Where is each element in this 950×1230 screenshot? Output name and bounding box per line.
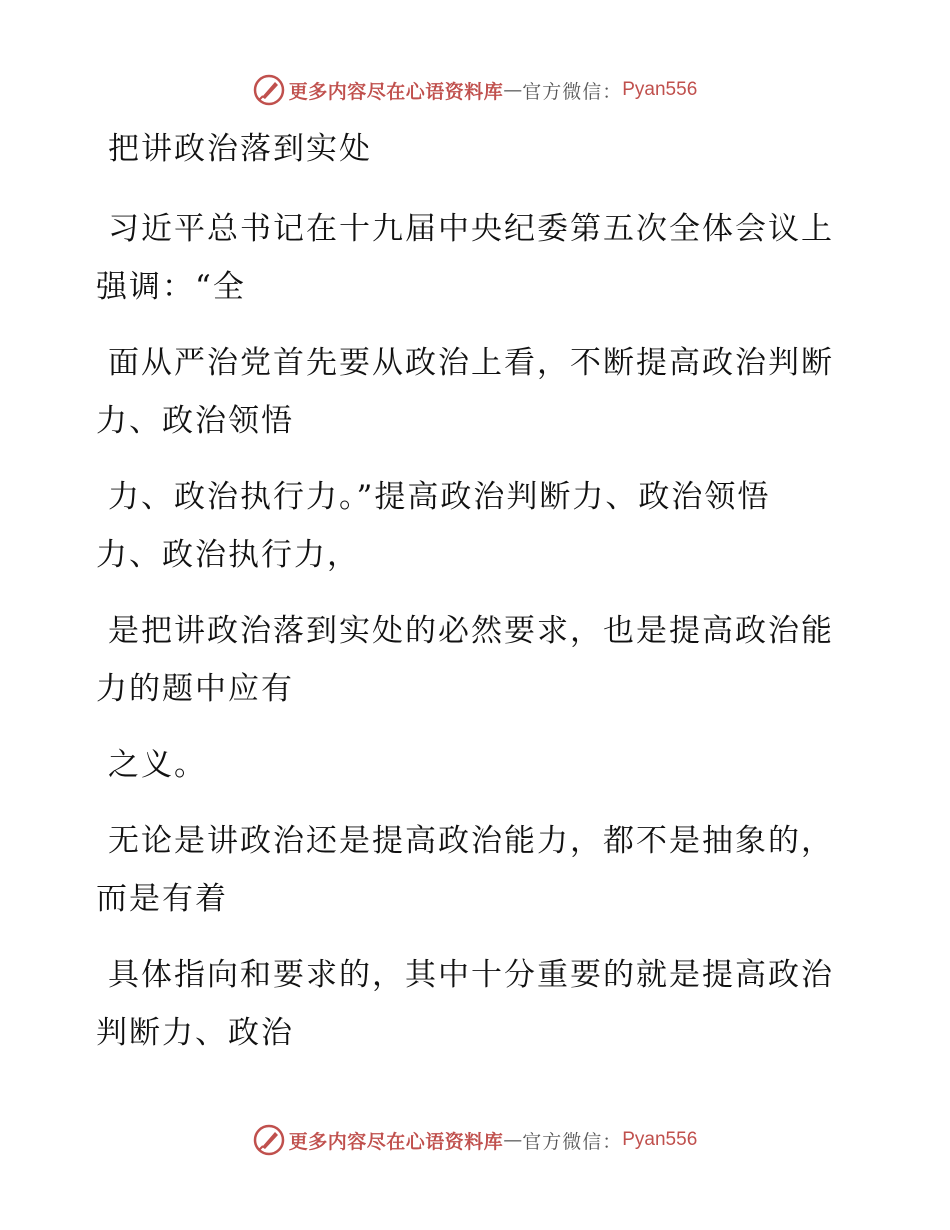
banner-brand-text: 更多内容尽在心语资料库 <box>288 1130 504 1153</box>
paragraph-line: 具体指向和要求的，其中十分重要的就是提高政治判断力、政治 <box>96 957 834 1051</box>
banner-brand-text: 更多内容尽在心语资料库 <box>288 80 504 103</box>
paragraph-line: 无论是讲政治还是提高政治能力，都不是抽象的，而是有着 <box>96 823 834 917</box>
banner-wechat-id: Pyan556 <box>622 1129 698 1150</box>
quill-pen-logo-icon <box>253 74 285 106</box>
document-body <box>96 120 836 1080</box>
document-title: 把讲政治落到实处 <box>108 131 372 167</box>
banner-separator: — <box>503 79 523 101</box>
banner-wechat-id: Pyan556 <box>622 79 698 100</box>
banner-wechat-label: 官方微信： <box>522 1130 623 1153</box>
paragraph-line: 习近平总书记在十九届中央纪委第五次全体会议上强调：“全 <box>96 211 834 305</box>
banner-wechat-label: 官方微信： <box>522 80 623 103</box>
quill-pen-logo-icon <box>253 1124 285 1156</box>
footer-banner <box>0 1120 950 1160</box>
paragraph-line: 之义。 <box>108 747 207 783</box>
paragraph-line: 力、政治执行力。”提高政治判断力、政治领悟力、政治执行力， <box>96 479 771 573</box>
paragraph-line: 是把讲政治落到实处的必然要求，也是提高政治能力的题中应有 <box>96 613 834 707</box>
paragraph-line: 面从严治党首先要从政治上看，不断提高政治判断力、政治领悟 <box>96 345 834 439</box>
header-banner <box>0 70 950 110</box>
banner-separator: — <box>503 1129 523 1151</box>
